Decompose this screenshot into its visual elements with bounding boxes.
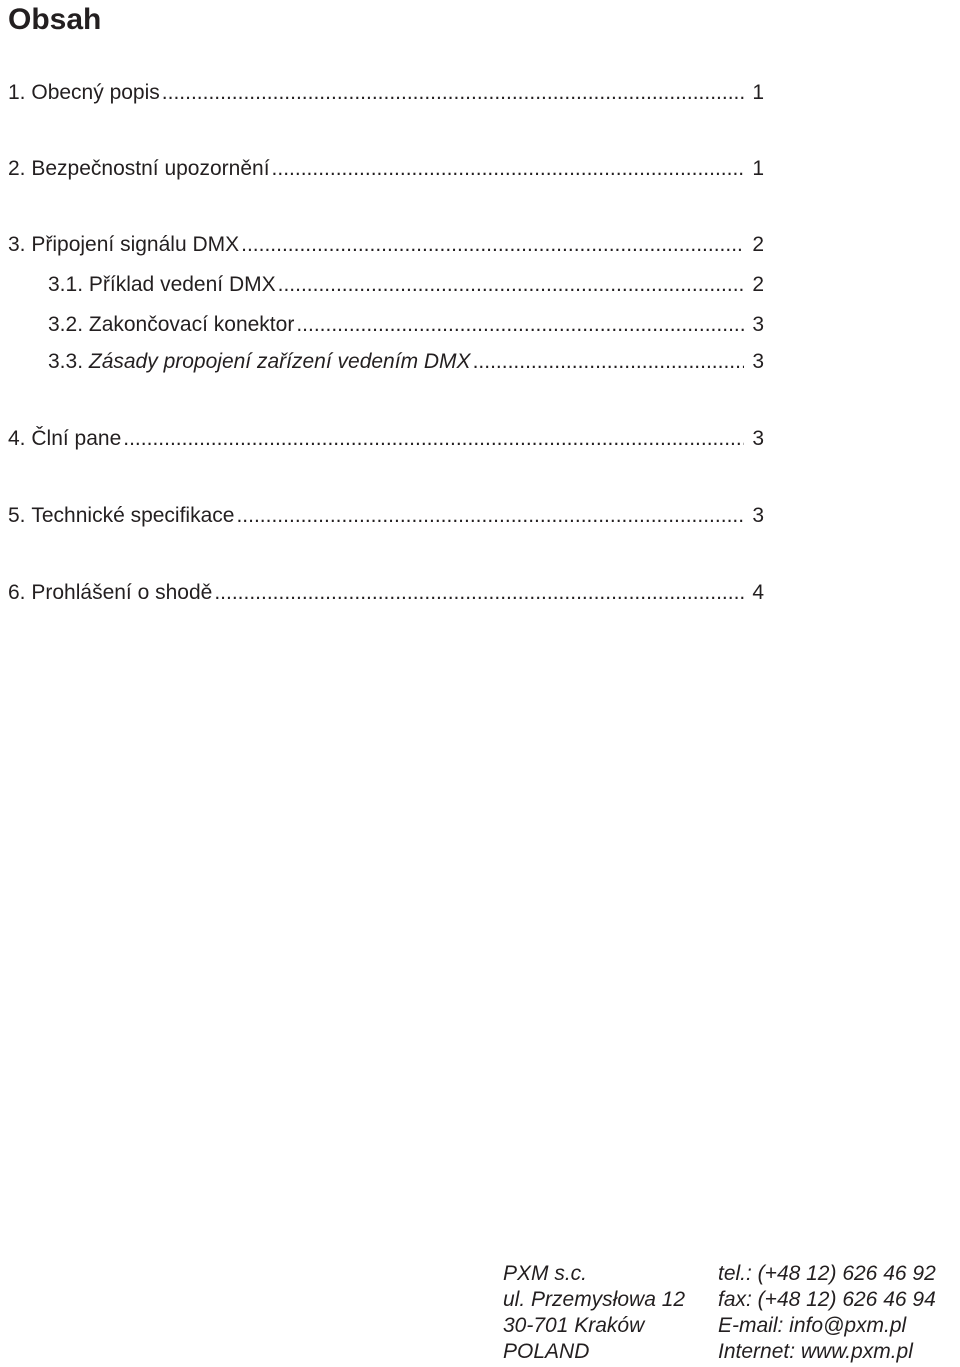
toc-label: Obecný popis (31, 81, 160, 104)
toc-number: 3.2. (48, 313, 84, 336)
toc-leader (241, 230, 744, 260)
toc-number: 4. (8, 427, 26, 450)
toc-label: Zásady propojení zařízení vedením DMX (88, 350, 471, 373)
toc-label: Prohlášení o shodě (31, 581, 213, 604)
toc-number: 2. (8, 157, 26, 180)
company-street: ul. Przemysłowa 12 (503, 1288, 686, 1311)
company-city: 30-701 Kraków (503, 1314, 645, 1337)
toc-leader (162, 78, 745, 108)
contact-internet[interactable]: Internet: www.pxm.pl (718, 1340, 913, 1363)
toc-leader (473, 347, 745, 377)
toc-entry-3[interactable] (8, 230, 764, 260)
toc-label: Připojení signálu DMX (31, 233, 240, 256)
toc-entry-1[interactable] (8, 78, 764, 108)
toc-entry-6[interactable] (8, 578, 764, 608)
toc-number: 6. (8, 581, 26, 604)
toc-leader (214, 578, 744, 608)
toc-page: 1 (752, 81, 764, 104)
toc-number: 3.3. (48, 350, 84, 373)
company-name: PXM s.c. (503, 1262, 588, 1285)
toc-leader (236, 501, 744, 531)
toc-entry-2[interactable] (8, 154, 764, 184)
toc-label: Bezpečnostní upozornění (31, 157, 270, 180)
company-country: POLAND (503, 1340, 590, 1363)
toc-page: 3 (752, 313, 764, 336)
toc-label: Zakončovací konektor (88, 313, 295, 336)
toc-page: 2 (752, 273, 764, 296)
toc-page: 2 (752, 233, 764, 256)
toc-number: 3. (8, 233, 26, 256)
toc-entry-4[interactable] (8, 424, 764, 454)
toc-number: 3.1. (48, 273, 84, 296)
toc-entry-5[interactable] (8, 501, 764, 531)
toc-entry-3-2[interactable] (48, 310, 764, 340)
toc-label: Technické specifikace (31, 504, 235, 527)
toc-entry-3-3[interactable] (48, 347, 764, 377)
toc-leader (272, 154, 745, 184)
toc-label: Člní pane (31, 427, 122, 450)
toc-page: 3 (752, 427, 764, 450)
contact-fax: fax: (+48 12) 626 46 94 (718, 1288, 936, 1311)
footer-contact (718, 1261, 936, 1365)
contact-tel: tel.: (+48 12) 626 46 92 (718, 1262, 936, 1285)
contact-email[interactable]: E-mail: info@pxm.pl (718, 1314, 907, 1337)
toc-label: Příklad vedení DMX (88, 273, 276, 296)
toc-page: 3 (752, 504, 764, 527)
toc-entry-3-1[interactable] (48, 270, 764, 300)
toc-page: 4 (752, 581, 764, 604)
toc-page: 3 (752, 350, 764, 373)
footer-company-address (503, 1261, 685, 1365)
toc-leader (296, 310, 744, 340)
toc-leader (278, 270, 745, 300)
toc-page: 1 (752, 157, 764, 180)
page-title: Obsah (8, 3, 102, 36)
toc-number: 5. (8, 504, 26, 527)
toc-leader (123, 424, 744, 454)
toc-number: 1. (8, 81, 26, 104)
